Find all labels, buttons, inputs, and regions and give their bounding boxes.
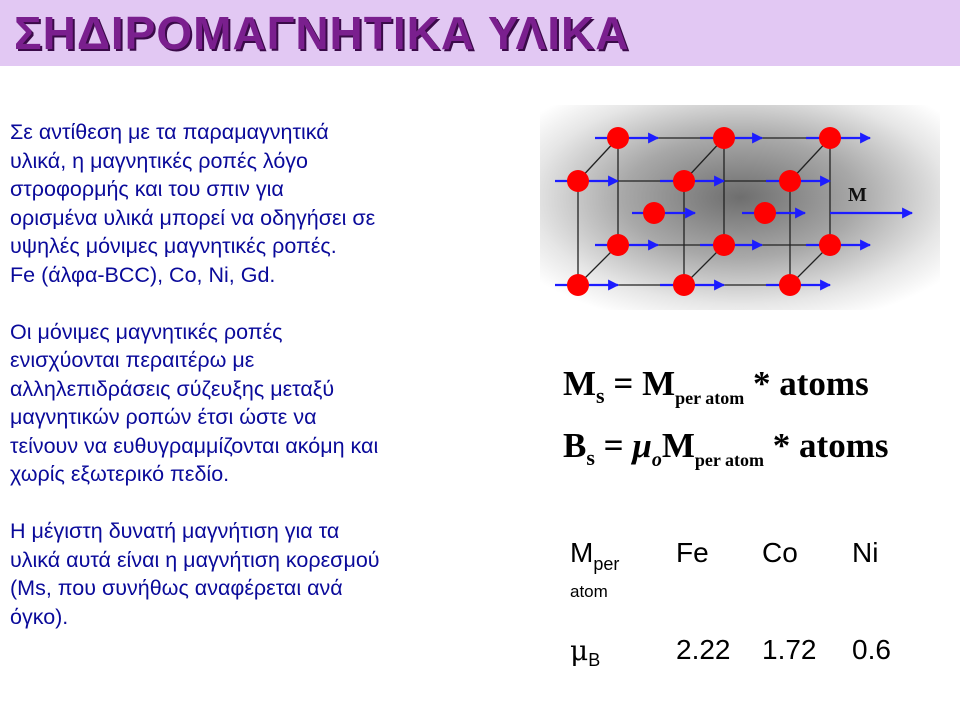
eq-equals: =	[603, 426, 624, 465]
text-line: ορισμένα υλικά μπορεί να οδηγήσει σε	[10, 205, 376, 230]
column-fe: Fe	[676, 537, 709, 568]
text-line: (Ms, που συνήθως αναφέρεται ανά	[10, 576, 343, 600]
header-symbol: M	[570, 537, 594, 568]
body-text	[10, 118, 490, 660]
text-line: Fe (άλφα-BCC), Co, Ni, Gd.	[10, 262, 276, 287]
header-subscript: per	[593, 554, 620, 574]
text-line: υλικά, η μαγνητικές ροπές λόγο	[10, 148, 309, 173]
value-fe: 2.22	[676, 634, 731, 665]
value-co: 1.72	[762, 634, 817, 665]
text-line: στροφορμής και του σπιν για	[10, 177, 284, 201]
eq-subscript: s	[596, 383, 605, 408]
eq-mu-symbol: μ	[632, 426, 652, 465]
eq-symbol: M	[642, 364, 676, 403]
table-header-label	[570, 537, 619, 575]
field-label: M	[848, 184, 867, 206]
equation-ms	[563, 364, 869, 409]
text-line: μαγνητικών ροπών έτσι ώστε να	[10, 405, 317, 429]
unit-subscript: B	[588, 650, 601, 670]
value-ni: 0.6	[852, 634, 891, 665]
slide-title: ΣΗΔΙΡΟΜΑΓΝΗΤΙΚΑ ΥΛΙΚΑ	[14, 7, 630, 59]
text-line: Οι μόνιμες μαγνητικές ροπές	[10, 319, 283, 344]
lattice-figure	[540, 105, 940, 310]
eq-subscript: o	[651, 449, 662, 471]
unit-label	[570, 634, 600, 671]
text-line: χωρίς εξωτερικό πεδίο.	[10, 462, 230, 486]
eq-rest: * atoms	[772, 426, 889, 465]
text-line: τείνουν να ευθυγραμμίζονται ακόμη και	[10, 433, 379, 458]
eq-symbol: B	[563, 426, 587, 465]
column-co: Co	[762, 537, 798, 568]
text-line: Σε αντίθεση με τα παραμαγνητικά	[10, 120, 329, 144]
paragraph-3	[10, 517, 490, 631]
eq-symbol: M	[563, 364, 597, 403]
column-ni: Ni	[852, 537, 879, 568]
eq-subscript: per atom	[694, 450, 765, 470]
equation-bs	[563, 426, 888, 472]
text-line: Η μέγιστη δυνατή μαγνήτιση για τα	[10, 519, 340, 543]
header-subscript-line2: atom	[570, 582, 608, 601]
eq-symbol: M	[661, 426, 695, 465]
paragraph-2	[10, 318, 490, 489]
text-line: υλικά αυτά είναι η μαγνήτιση κορεσμού	[10, 547, 380, 572]
eq-subscript: per atom	[675, 388, 745, 408]
text-line: υψηλές μόνιμες μαγνητικές ροπές.	[10, 234, 337, 258]
eq-equals: =	[613, 364, 634, 403]
text-line: ενισχύονται περαιτέρω με	[10, 348, 255, 372]
unit-mu: μ	[570, 634, 589, 667]
eq-rest: * atoms	[753, 364, 869, 403]
eq-subscript: s	[586, 445, 595, 470]
title-bar	[0, 0, 960, 66]
lattice-background	[540, 105, 940, 310]
text-line: αλληλεπιδράσεις σύζευξης μεταξύ	[10, 376, 335, 401]
paragraph-1	[10, 118, 490, 289]
text-line: όγκο).	[10, 604, 69, 629]
